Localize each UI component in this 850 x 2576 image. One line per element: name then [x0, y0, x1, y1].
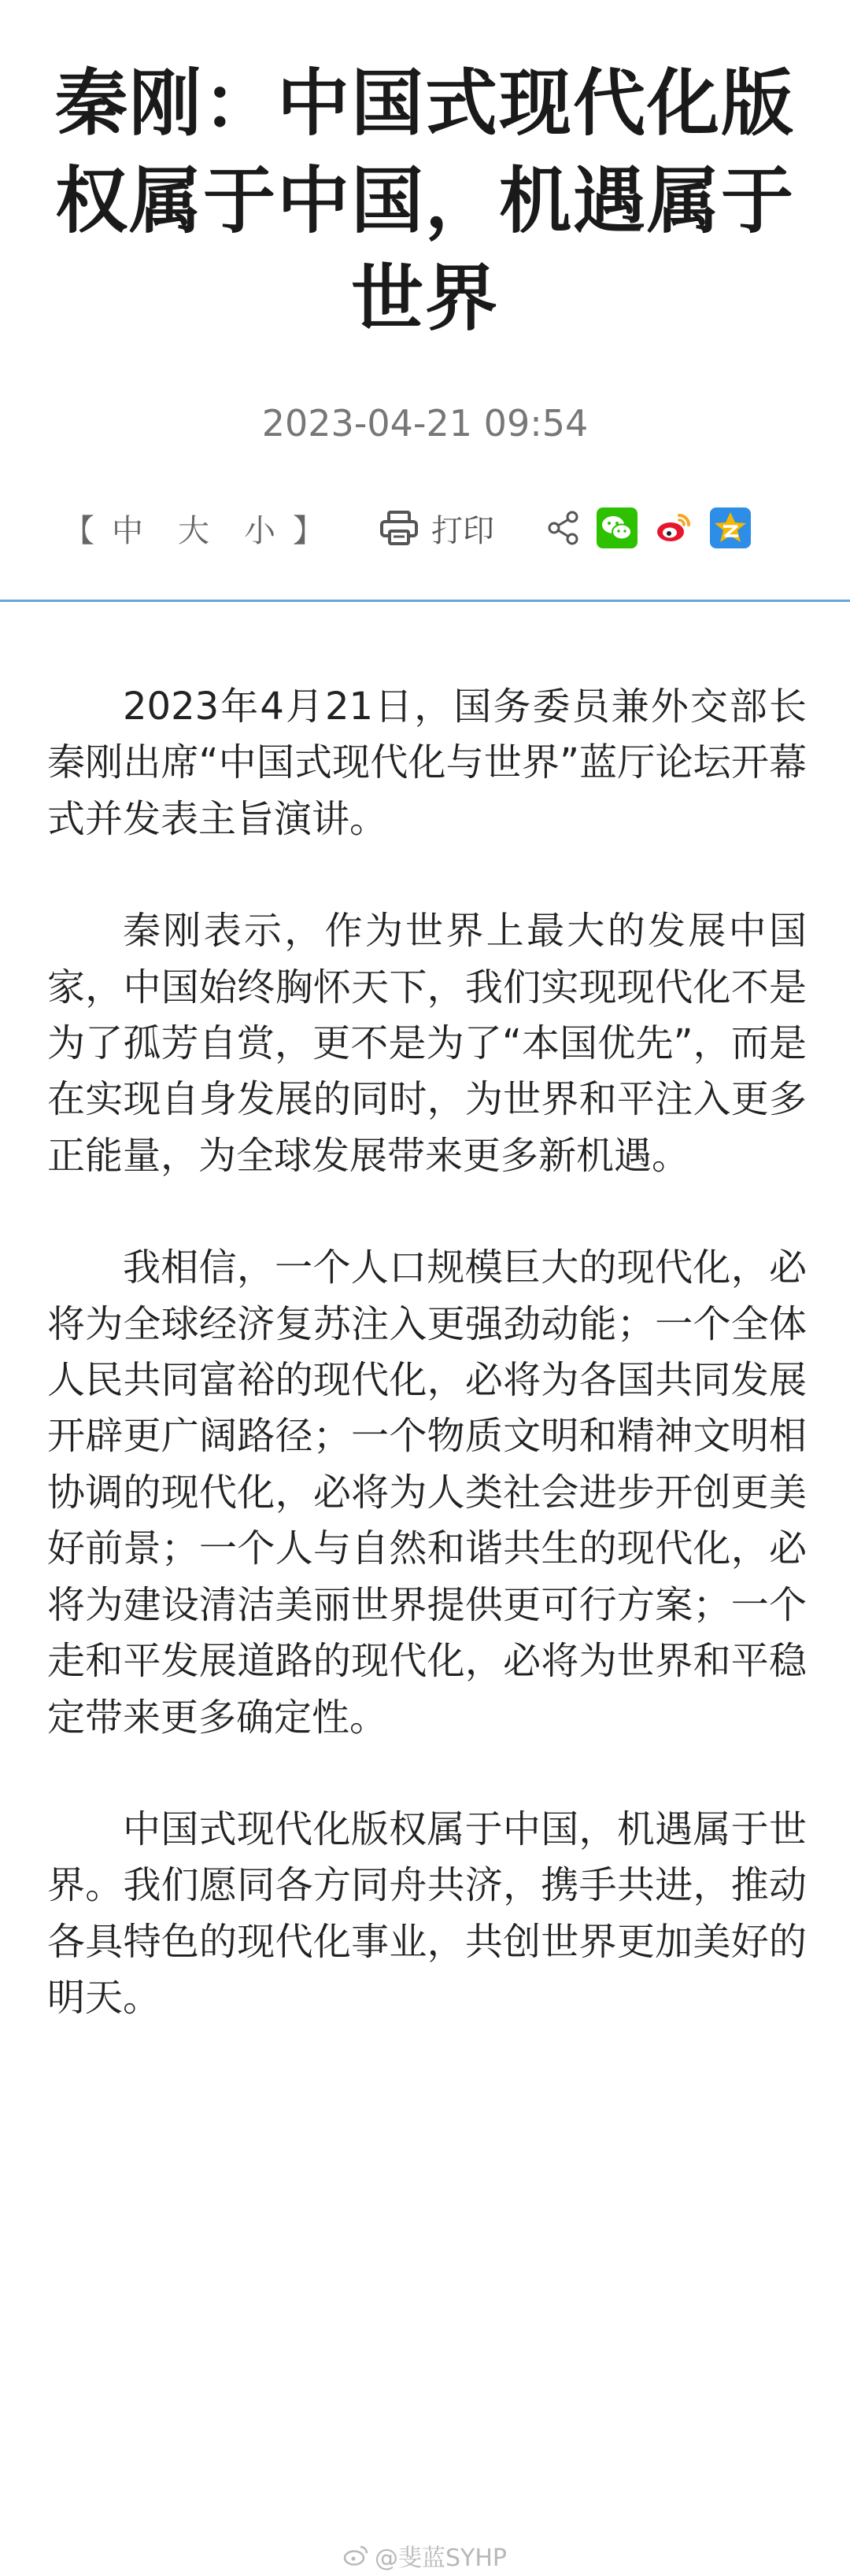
- publish-date: 2023-04-21 09:54: [261, 402, 589, 445]
- article-paragraph: 秦刚表示，作为世界上最大的发展中国家，中国始终胸怀天下，我们实现现代化不是为了孤芳自赏，更不是为了“本国优先”，而是在实现自身发展的同时，为世界和平注入更多正能量，为全球发展带来更多新机遇。: [47, 909, 807, 1178]
- watermark-text: @斐蓝SYHP: [375, 2545, 508, 2572]
- article-body: [0, 602, 850, 2027]
- weibo-icon[interactable]: [653, 507, 694, 548]
- share-icon[interactable]: [546, 510, 581, 546]
- article-paragraph: 2023年4月21日，国务委员兼外交部长秦刚出席“中国式现代化与世界”蓝厅论坛开幕式并发表主旨演讲。: [47, 685, 807, 841]
- bracket-open: 【: [63, 512, 94, 549]
- article-toolbar: [0, 500, 850, 555]
- wechat-icon[interactable]: [597, 507, 638, 548]
- font-size-selector: [63, 506, 324, 551]
- article-paragraph: 中国式现代化版权属于中国，机遇属于世界。我们愿同各方同舟共济，携手共进，推动各具特色的现代化事业，共创世界更加美好的明天。: [47, 1807, 807, 2021]
- weibo-watermark: [343, 2538, 507, 2573]
- font-size-small-button[interactable]: 小: [244, 512, 275, 549]
- article-title: 秦刚：中国式现代化版权属于中国，机遇属于世界: [54, 61, 795, 341]
- qzone-icon[interactable]: [710, 507, 751, 548]
- print-label: 打印: [431, 512, 494, 549]
- weibo-watermark-icon: [343, 2545, 370, 2567]
- printer-icon: [379, 511, 419, 545]
- font-size-large-button[interactable]: 大: [178, 512, 209, 549]
- font-size-medium-button[interactable]: 中: [112, 512, 143, 549]
- article-paragraph: 我相信，一个人口规模巨大的现代化，必将为全球经济复苏注入更强劲动能；一个全体人民共同富裕的现代化，必将为各国共同发展开辟更广阔路径；一个物质文明和精神文明相协调的现代化，必将为人类社会进步开创更美好前景；一个人与自然和谐共生的现代化，必将为建设清洁美丽世界提供更可行方案；一个走和平发展道路的现代化，必将为世界和平稳定带来更多确定性。: [47, 1246, 807, 1740]
- print-button[interactable]: [379, 506, 494, 551]
- share-bar: [546, 507, 751, 548]
- bracket-close: 】: [293, 512, 324, 549]
